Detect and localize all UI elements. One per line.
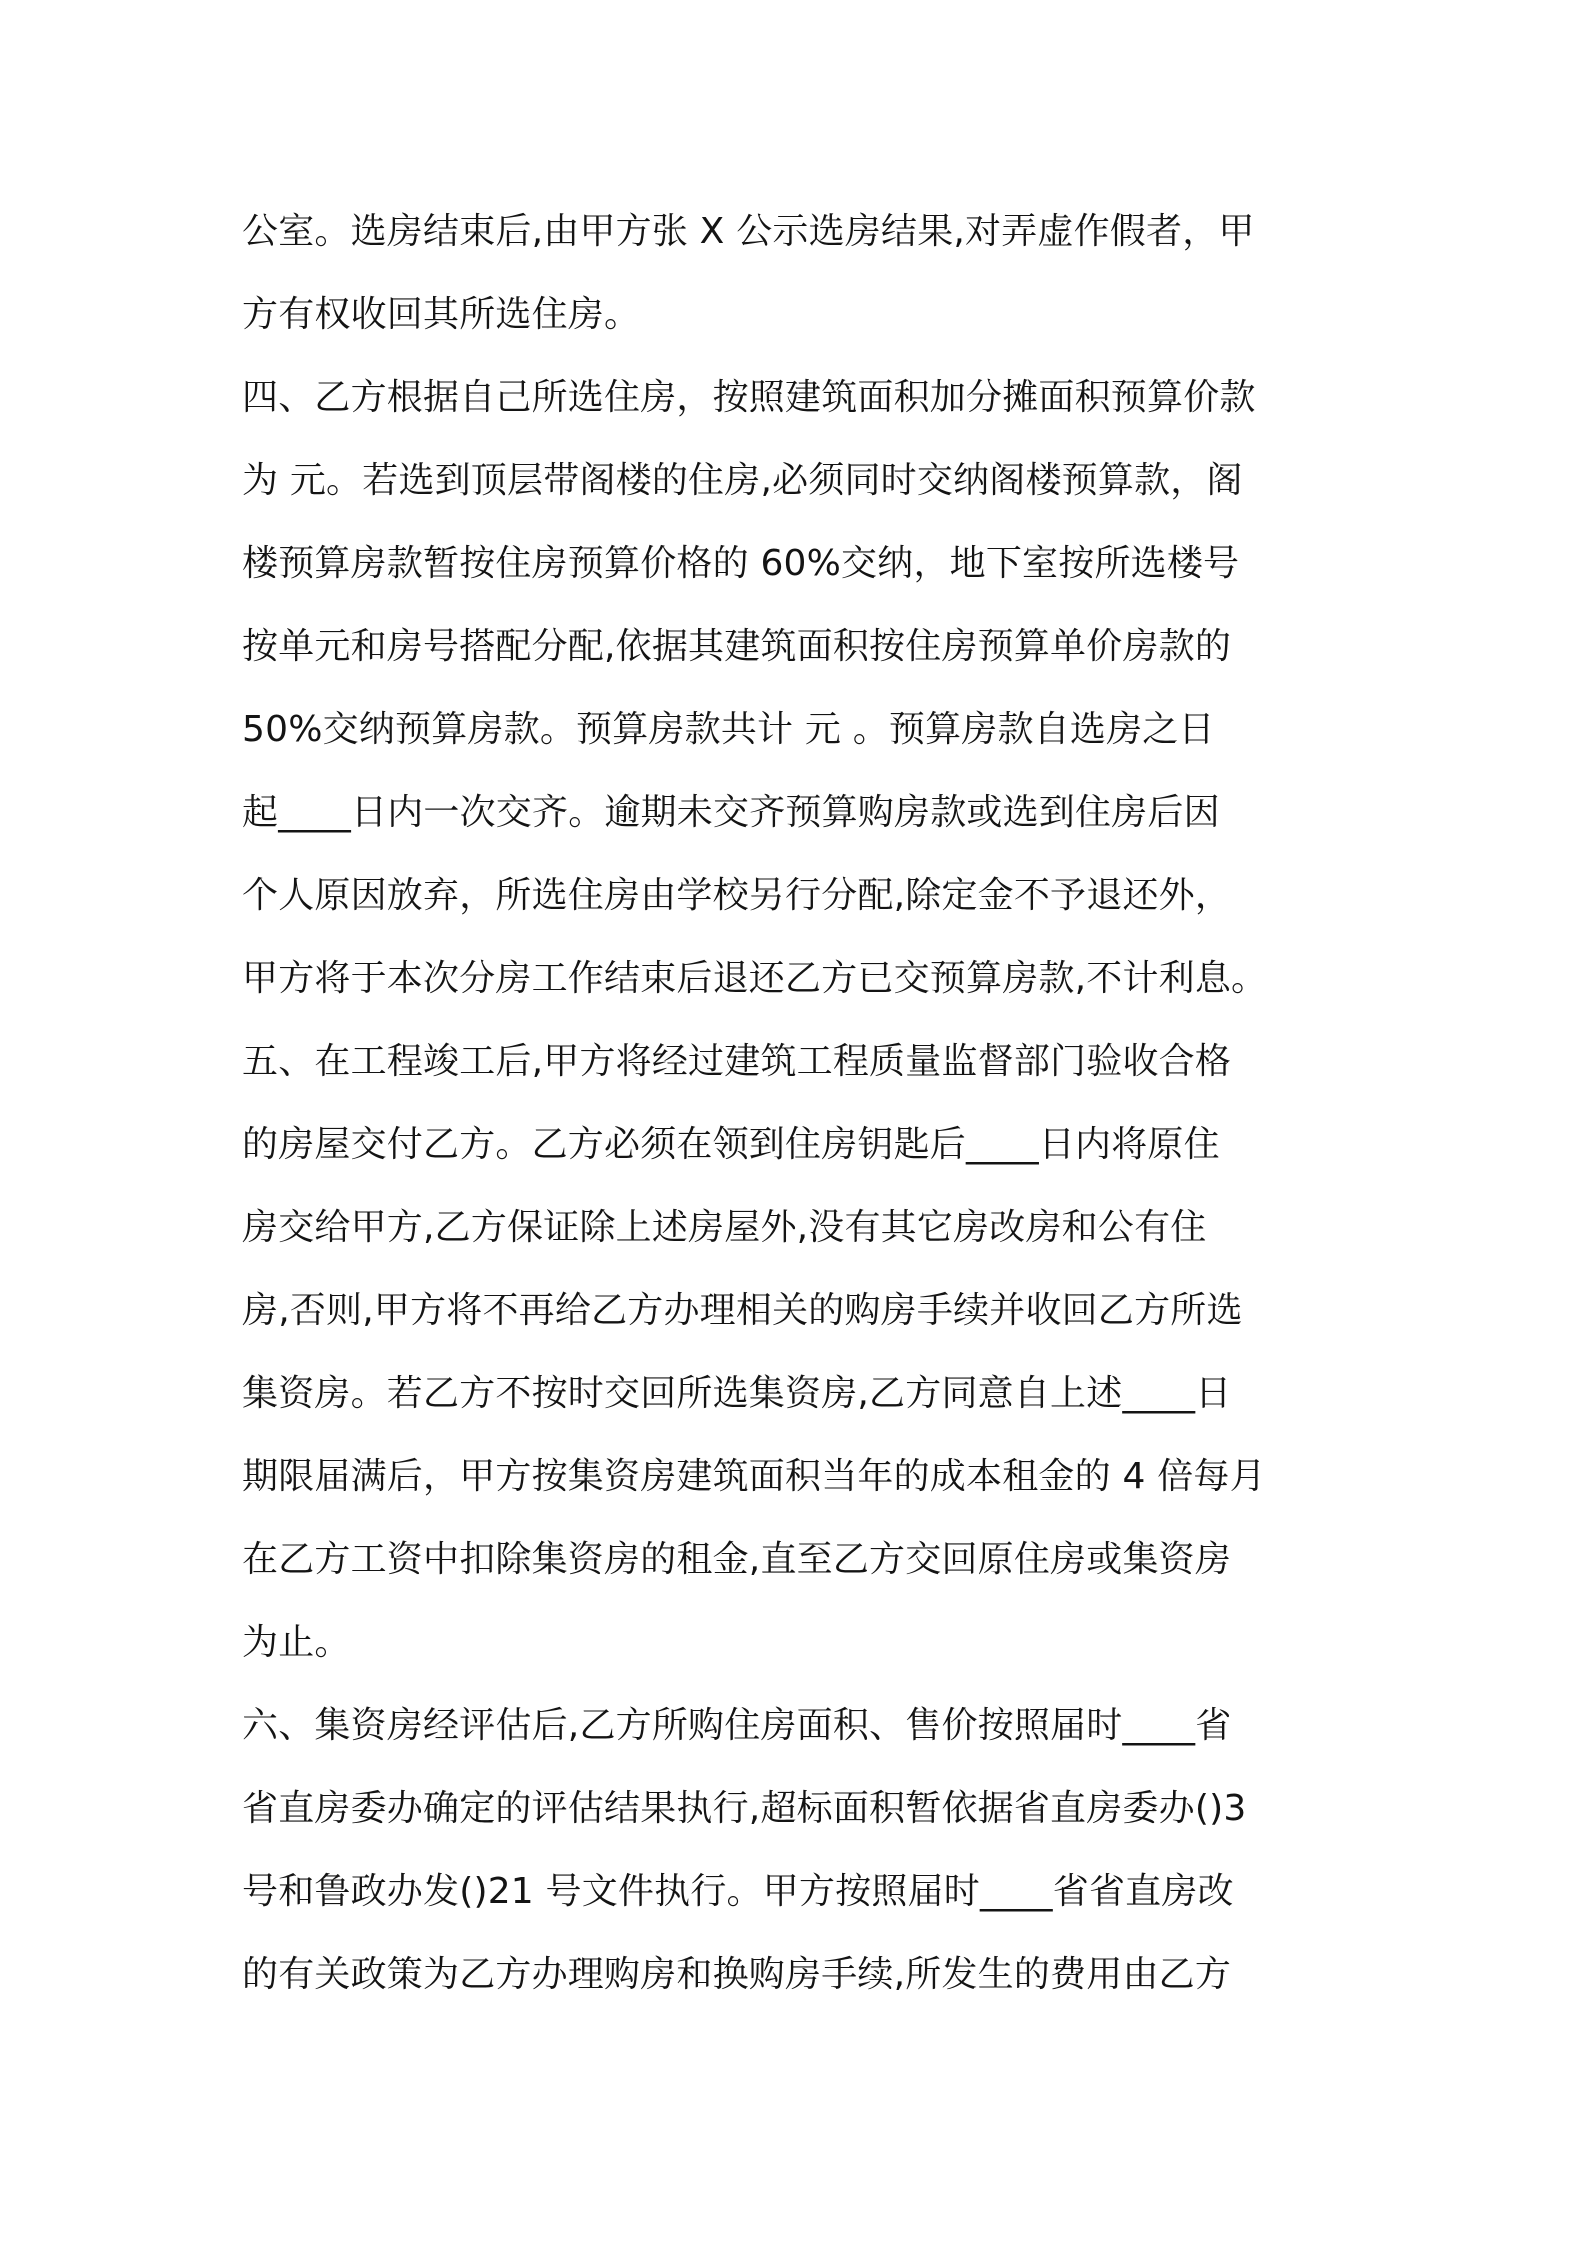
text-line: 房交给甲方,乙方保证除上述房屋外,没有其它房改房和公有住 <box>242 1207 1207 1248</box>
text-line: 四、乙方根据自己所选住房，按照建筑面积加分摊面积预算价款 <box>242 377 1256 418</box>
text-line: 期限届满后，甲方按集资房建筑面积当年的成本租金的 4 倍每月 <box>242 1456 1266 1497</box>
text-line: 的房屋交付乙方。乙方必须在领到住房钥匙后____日内将原住 <box>242 1124 1220 1165</box>
text-line: 为止。 <box>242 1622 351 1663</box>
text-line: 六、集资房经评估后,乙方所购住房面积、售价按照届时____省 <box>242 1705 1232 1746</box>
text-line: 方有权收回其所选住房。 <box>242 294 641 335</box>
text-line: 50%交纳预算房款。预算房款共计 元 。预算房款自选房之日 <box>242 709 1215 750</box>
text-line: 公室。选房结束后,由甲方张 X 公示选房结果,对弄虚作假者，甲 <box>242 211 1255 252</box>
text-line: 五、在工程竣工后,甲方将经过建筑工程质量监督部门验收合格 <box>242 1041 1232 1082</box>
text-line: 按单元和房号搭配分配,依据其建筑面积按住房预算单价房款的 <box>242 626 1232 667</box>
text-line: 起____日内一次交齐。逾期未交齐预算购房款或选到住房后因 <box>242 792 1220 833</box>
text-line: 在乙方工资中扣除集资房的租金,直至乙方交回原住房或集资房 <box>242 1539 1232 1580</box>
text-line: 个人原因放弃，所选住房由学校另行分配,除定金不予退还外， <box>242 875 1232 916</box>
text-line: 的有关政策为乙方办理购房和换购房手续,所发生的费用由乙方 <box>242 1954 1232 1995</box>
text-line: 楼预算房款暂按住房预算价格的 60%交纳，地下室按所选楼号 <box>242 543 1240 584</box>
text-line: 房,否则,甲方将不再给乙方办理相关的购房手续并收回乙方所选 <box>242 1290 1243 1331</box>
text-line: 甲方将于本次分房工作结束后退还乙方已交预算房款,不计利息。 <box>242 958 1268 999</box>
document-body <box>242 190 1362 2016</box>
text-line: 为 元。若选到顶层带阁楼的住房,必须同时交纳阁楼预算款，阁 <box>242 460 1243 501</box>
text-line: 集资房。若乙方不按时交回所选集资房,乙方同意自上述____日 <box>242 1373 1232 1414</box>
text-line: 省直房委办确定的评估结果执行,超标面积暂依据省直房委办()3 <box>242 1788 1247 1829</box>
text-line: 号和鲁政办发()21 号文件执行。甲方按照届时____省省直房改 <box>242 1871 1234 1912</box>
